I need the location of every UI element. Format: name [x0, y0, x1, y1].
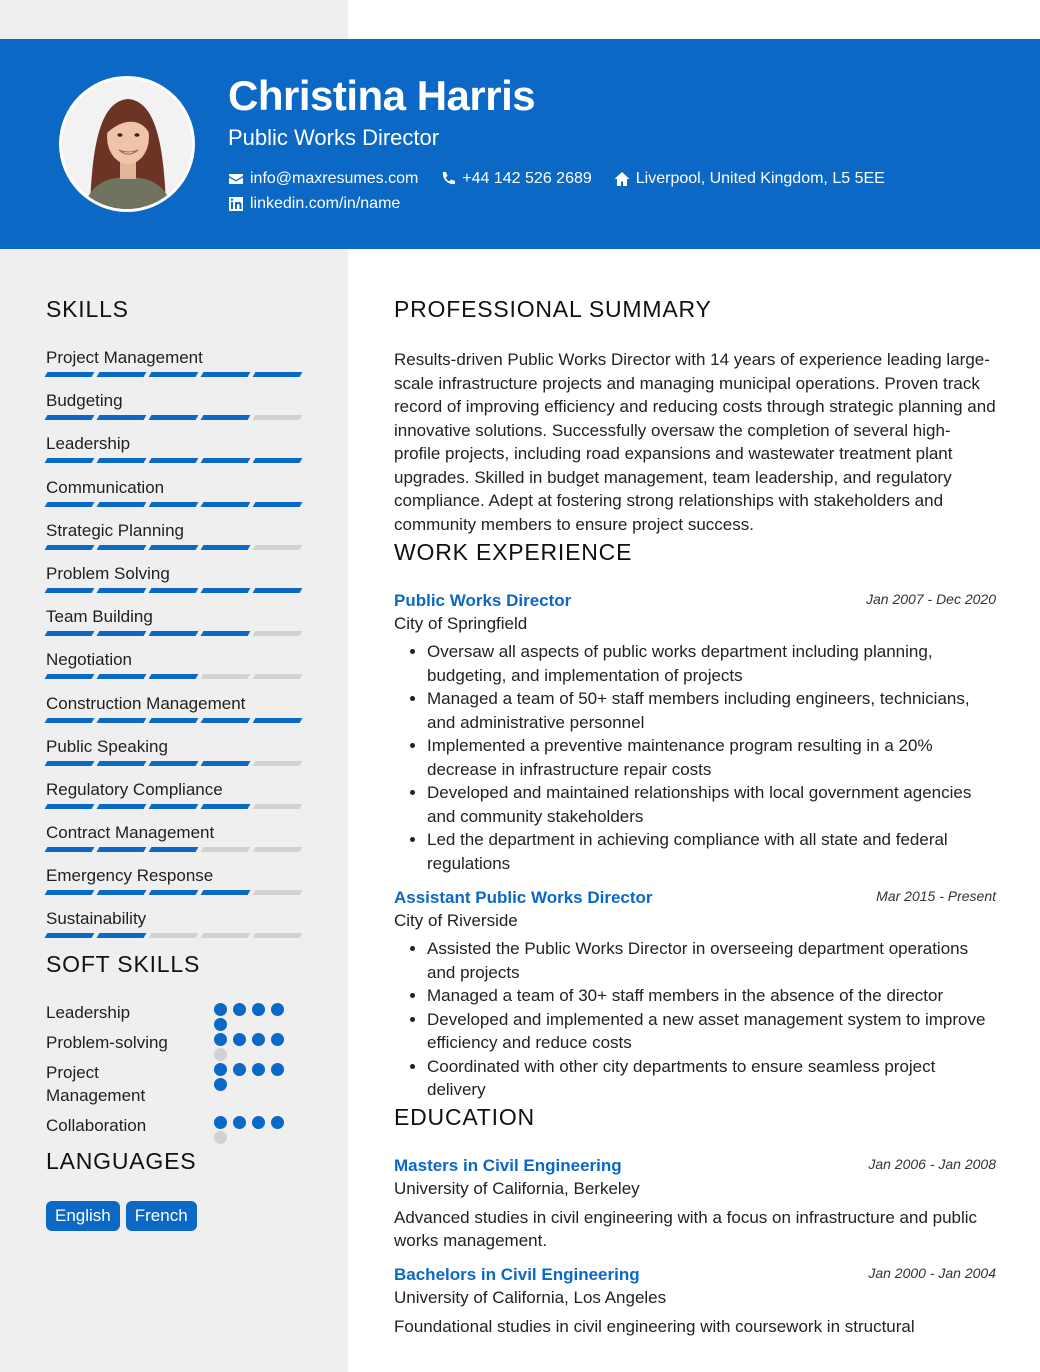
- phone-icon: [440, 171, 456, 187]
- skill-name: Team Building: [46, 607, 153, 627]
- rating-bar-filled: [201, 415, 251, 420]
- job-bullet: • Developed and implemented a new asset management system to improve efficiency and reduce costs: [427, 1008, 996, 1055]
- rating-bar-filled: [201, 545, 251, 550]
- rating-bar-empty: [253, 804, 303, 809]
- job-dates: Jan 2007 - Dec 2020: [866, 591, 996, 607]
- soft-skill-name: Leadership: [46, 1003, 131, 1022]
- skill-item: [46, 904, 302, 947]
- email-text: info@maxresumes.com: [250, 170, 419, 187]
- soft-skills-heading: SOFT SKILLS: [46, 951, 201, 977]
- experience-section: [394, 539, 996, 1102]
- rating-bar-empty: [201, 933, 251, 938]
- school-name: University of California, Los Angeles: [394, 1287, 667, 1307]
- rating-bar-filled: [45, 631, 95, 636]
- rating-bar-filled: [97, 415, 147, 420]
- soft-skill-name: Collaboration: [46, 1116, 147, 1135]
- rating-bar-filled: [253, 502, 303, 507]
- rating-bar-filled: [201, 718, 251, 723]
- education-dates: Jan 2006 - Jan 2008: [868, 1155, 996, 1172]
- skill-name: Emergency Response: [46, 866, 214, 886]
- rating-bar-empty: [253, 761, 303, 766]
- skill-item: [46, 775, 302, 818]
- experience-heading: WORK EXPERIENCE: [394, 539, 633, 565]
- job-entry: [394, 888, 996, 1102]
- soft-skill-rating: [214, 1063, 289, 1091]
- skill-rating: [46, 804, 301, 809]
- skill-rating: [46, 545, 301, 550]
- rating-bar-filled: [97, 804, 147, 809]
- job-bullet: • Developed and maintained relationships with local government agencies and community stakeholders: [427, 781, 996, 828]
- job-bullet: • Led the department in achieving compliance with all state and federal regulations: [427, 828, 996, 875]
- rating-bar-empty: [253, 415, 303, 420]
- rating-bar-filled: [97, 458, 147, 463]
- rating-bar-filled: [45, 588, 95, 593]
- rating-dot-filled: [214, 1078, 227, 1091]
- job-bullet: • Managed a team of 50+ staff members including engineers, technicians, and administrative personnel: [427, 687, 996, 734]
- rating-bar-empty: [201, 847, 251, 852]
- rating-bar-filled: [97, 718, 147, 723]
- job-organization: City of Springfield: [394, 614, 528, 633]
- skill-rating: [46, 372, 301, 377]
- rating-dot-filled: [233, 1033, 246, 1046]
- skill-name: Strategic Planning: [46, 520, 184, 540]
- rating-bar-filled: [201, 588, 251, 593]
- skill-rating: [46, 631, 301, 636]
- rating-bar-filled: [45, 415, 95, 420]
- rating-bar-filled: [149, 804, 199, 809]
- skill-rating: [46, 674, 301, 679]
- rating-dot-empty: [214, 1131, 227, 1144]
- education-entry: [394, 1265, 996, 1339]
- rating-bar-empty: [201, 674, 251, 679]
- contact-info: [228, 168, 907, 218]
- job-bullets: [394, 937, 996, 1102]
- rating-bar-filled: [149, 588, 199, 593]
- skills-section: [46, 296, 302, 948]
- rating-bar-filled: [149, 761, 199, 766]
- rating-bar-filled: [149, 674, 199, 679]
- rating-dot-filled: [271, 1063, 284, 1076]
- rating-dot-filled: [233, 1003, 246, 1016]
- rating-dot-filled: [271, 1033, 284, 1046]
- skill-name: Project Management: [46, 348, 203, 367]
- soft-skill-item: [46, 1111, 302, 1141]
- rating-dot-filled: [214, 1063, 227, 1076]
- summary-heading: PROFESSIONAL SUMMARY: [394, 296, 712, 322]
- rating-bar-filled: [97, 545, 147, 550]
- soft-skill-item: [46, 1028, 302, 1058]
- rating-bar-empty: [253, 674, 303, 679]
- skill-item: [46, 473, 302, 516]
- rating-bar-filled: [45, 804, 95, 809]
- rating-bar-empty: [149, 933, 199, 938]
- rating-bar-filled: [201, 458, 251, 463]
- skill-rating: [46, 458, 301, 463]
- summary-section: [394, 296, 996, 536]
- skill-item: [46, 386, 302, 429]
- rating-bar-filled: [149, 458, 199, 463]
- skill-list: [46, 343, 302, 948]
- job-bullet: • Implemented a preventive maintenance program resulting in a 20% decrease in infrastructure repair costs: [427, 734, 996, 781]
- job-title: Assistant Public Works Director: [394, 888, 653, 907]
- rating-bar-empty: [253, 933, 303, 938]
- soft-skill-rating: [214, 1033, 289, 1061]
- skill-rating: [46, 415, 301, 420]
- rating-dot-filled: [214, 1116, 227, 1129]
- skill-item: [46, 689, 302, 732]
- skill-name: Public Speaking: [46, 736, 168, 756]
- skill-rating: [46, 933, 301, 938]
- avatar: [59, 76, 195, 212]
- skill-name: Contract Management: [46, 823, 215, 843]
- rating-bar-filled: [253, 588, 303, 593]
- skill-name: Communication: [46, 477, 165, 497]
- rating-bar-filled: [45, 847, 95, 852]
- rating-bar-filled: [149, 415, 199, 420]
- rating-bar-filled: [97, 890, 147, 895]
- rating-bar-filled: [149, 502, 199, 507]
- rating-dot-filled: [252, 1063, 265, 1076]
- soft-skill-item: [46, 998, 302, 1028]
- rating-dot-filled: [214, 1003, 227, 1016]
- skill-name: Negotiation: [46, 650, 133, 670]
- candidate-name: Christina Harris: [228, 72, 536, 119]
- skill-item: [46, 343, 302, 386]
- language-tag: English: [46, 1201, 120, 1231]
- rating-bar-filled: [201, 631, 251, 636]
- rating-dot-filled: [233, 1063, 246, 1076]
- rating-dot-filled: [252, 1116, 265, 1129]
- job-list: [394, 591, 996, 1102]
- school-name: University of California, Berkeley: [394, 1178, 640, 1198]
- rating-bar-filled: [149, 847, 199, 852]
- education-section: [394, 1104, 996, 1339]
- rating-bar-filled: [97, 933, 147, 938]
- rating-bar-filled: [45, 933, 95, 938]
- rating-dot-filled: [271, 1003, 284, 1016]
- skill-item: [46, 516, 302, 559]
- resume-header: [0, 39, 1040, 249]
- rating-bar-filled: [45, 718, 95, 723]
- summary-text: Results-driven Public Works Director with 14 years of experience leading large-scale infrastructure projects and managing municipal operations. Proven track record of improving efficiency and reducing costs through strategic planning and innovative solutions. Successfully oversaw the completion of several high-profile projects, including road expansions and wastewater treatment plant upgrades. Skilled in budget management, team leadership, and regulatory compliance. Adept at fostering strong relationships with stakeholders and community members to ensure project success.: [394, 350, 996, 534]
- skill-item: [46, 429, 302, 472]
- job-entry: [394, 591, 996, 875]
- rating-bar-empty: [253, 890, 303, 895]
- soft-skill-rating: [214, 1116, 289, 1144]
- languages-section: [46, 1148, 197, 1231]
- rating-bar-filled: [97, 847, 147, 852]
- soft-skill-name: Project Management: [46, 1063, 146, 1105]
- rating-bar-filled: [253, 372, 303, 377]
- rating-bar-filled: [201, 502, 251, 507]
- rating-bar-empty: [253, 545, 303, 550]
- address-text: Liverpool, United Kingdom, L5 5EE: [635, 170, 885, 187]
- rating-bar-filled: [45, 502, 95, 507]
- degree-title: Masters in Civil Engineering: [394, 1155, 622, 1175]
- education-description: Advanced studies in civil engineering with a focus on infrastructure and public works management.: [394, 1207, 978, 1250]
- education-dates: Jan 2000 - Jan 2004: [868, 1264, 996, 1281]
- email-contact[interactable]: [228, 170, 418, 188]
- skill-name: Construction Management: [46, 693, 246, 713]
- job-bullets: [394, 640, 996, 875]
- rating-bar-filled: [149, 545, 199, 550]
- rating-bar-filled: [97, 372, 147, 377]
- degree-title: Bachelors in Civil Engineering: [394, 1264, 640, 1284]
- rating-bar-filled: [45, 674, 95, 679]
- skill-item: [46, 645, 302, 688]
- rating-dot-filled: [252, 1033, 265, 1046]
- rating-dot-filled: [233, 1116, 246, 1129]
- skill-rating: [46, 761, 301, 766]
- job-bullet: • Oversaw all aspects of public works department including planning, budgeting, and implementation of projects: [427, 640, 996, 687]
- language-tag: French: [126, 1201, 197, 1231]
- skill-item: [46, 732, 302, 775]
- rating-bar-filled: [149, 718, 199, 723]
- education-description: Foundational studies in civil engineering with coursework in structural: [394, 1316, 915, 1336]
- rating-bar-filled: [253, 458, 303, 463]
- home-icon: [614, 171, 630, 187]
- rating-bar-empty: [253, 631, 303, 636]
- envelope-icon: [228, 171, 244, 187]
- rating-bar-filled: [97, 631, 147, 636]
- rating-dot-filled: [252, 1003, 265, 1016]
- rating-bar-filled: [201, 372, 251, 377]
- language-list: [46, 1201, 197, 1231]
- linkedin-icon: [228, 196, 244, 212]
- rating-bar-filled: [97, 674, 147, 679]
- skill-rating: [46, 502, 301, 507]
- job-bullet: • Assisted the Public Works Director in overseeing department operations and projects: [427, 937, 996, 984]
- skill-name: Budgeting: [46, 391, 123, 411]
- phone-contact[interactable]: [440, 170, 591, 188]
- job-bullet: • Coordinated with other city departments to ensure seamless project delivery: [427, 1055, 996, 1102]
- soft-skill-item: [46, 1058, 302, 1111]
- skill-name: Problem Solving: [46, 563, 170, 583]
- linkedin-text: linkedin.com/in/name: [250, 195, 401, 212]
- skill-rating: [46, 890, 301, 895]
- rating-bar-filled: [253, 718, 303, 723]
- candidate-title: Public Works Director: [228, 125, 440, 150]
- job-dates: Mar 2015 - Present: [876, 888, 996, 904]
- rating-dot-filled: [214, 1033, 227, 1046]
- address-contact: [614, 170, 885, 188]
- rating-bar-filled: [97, 502, 147, 507]
- skill-rating: [46, 847, 301, 852]
- job-bullet: • Managed a team of 30+ staff members in the absence of the director: [427, 984, 996, 1008]
- rating-bar-filled: [45, 890, 95, 895]
- skill-item: [46, 818, 302, 861]
- phone-text: +44 142 526 2689: [462, 170, 592, 187]
- rating-bar-filled: [201, 890, 251, 895]
- rating-dot-filled: [271, 1116, 284, 1129]
- rating-bar-filled: [97, 761, 147, 766]
- rating-bar-filled: [201, 761, 251, 766]
- rating-bar-filled: [45, 545, 95, 550]
- main-content: [394, 296, 996, 1338]
- education-heading: EDUCATION: [394, 1103, 535, 1130]
- education-list: [394, 1156, 996, 1339]
- skill-item: [46, 559, 302, 602]
- skill-rating: [46, 718, 301, 723]
- job-organization: City of Riverside: [394, 911, 518, 930]
- rating-bar-filled: [201, 804, 251, 809]
- rating-bar-filled: [149, 372, 199, 377]
- skills-heading: SKILLS: [46, 296, 129, 322]
- languages-heading: LANGUAGES: [46, 1148, 197, 1174]
- soft-skill-list: [46, 998, 302, 1141]
- rating-bar-filled: [97, 588, 147, 593]
- linkedin-contact[interactable]: [228, 195, 400, 213]
- skill-rating: [46, 588, 301, 593]
- skill-name: Regulatory Compliance: [46, 779, 223, 799]
- rating-bar-filled: [45, 372, 95, 377]
- rating-bar-filled: [149, 890, 199, 895]
- soft-skill-name: Problem-solving: [46, 1033, 168, 1052]
- skill-name: Sustainability: [46, 909, 147, 929]
- education-entry: [394, 1156, 996, 1253]
- rating-bar-empty: [253, 847, 303, 852]
- job-title: Public Works Director: [394, 591, 572, 610]
- rating-bar-filled: [149, 631, 199, 636]
- skill-name: Leadership: [46, 434, 131, 454]
- profile-photo: [62, 79, 192, 209]
- skill-item: [46, 861, 302, 904]
- rating-bar-filled: [45, 761, 95, 766]
- soft-skills-section: [46, 951, 302, 1141]
- soft-skill-rating: [214, 1003, 289, 1031]
- skill-item: [46, 602, 302, 645]
- rating-bar-filled: [45, 458, 95, 463]
